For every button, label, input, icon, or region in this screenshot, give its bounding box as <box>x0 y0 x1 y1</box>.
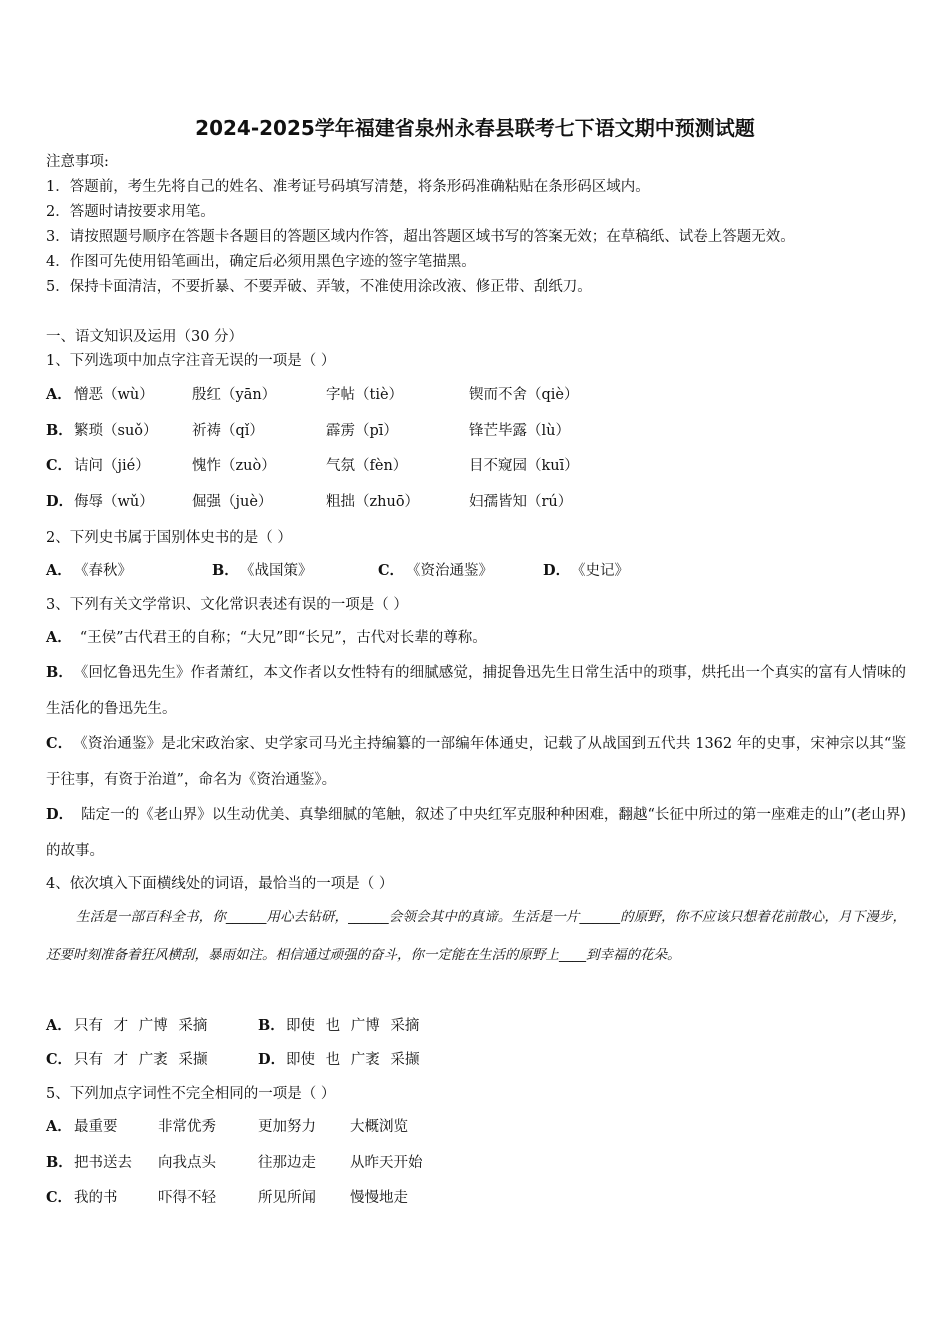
option-item: 把书送去 <box>74 1155 132 1171</box>
option-item: 从昨天开始 <box>350 1155 423 1171</box>
option-item: 妇孺皆知（rú） <box>469 494 573 510</box>
q3-option-a <box>46 620 906 656</box>
option-item: 侮辱（wǔ） <box>74 494 154 510</box>
option-item: 即使 也 广袤 采撷 <box>286 1052 420 1068</box>
option-item: 《资治通鉴》 <box>406 563 493 579</box>
option-item: 锋芒毕露（lù） <box>469 423 570 439</box>
option-item: 非常优秀 <box>158 1119 216 1135</box>
option-item: 所见所闻 <box>258 1190 316 1206</box>
q3-option-d <box>46 797 906 869</box>
option-label: B． <box>212 562 239 579</box>
option-label: C． <box>46 457 73 474</box>
option-label: B． <box>46 1154 73 1171</box>
option-label: C． <box>378 562 405 579</box>
option-label: A． <box>46 1118 72 1135</box>
notice-item: 2．答题时请按要求用笔。 <box>46 204 215 220</box>
option-label: B． <box>46 664 73 681</box>
q4-passage: 生活是一部百科全书，你______用心去钻研，______会领会其中的真谛。生活是一片______的原野，你不应该只想着花前散心，月下漫步，还要时刻准备着狂风横刮，暴雨如注。相信通过顽强的奋斗，你一定能在生活的原野上____到幸福的花朵。 <box>46 909 906 963</box>
notice-item: 3．请按照题号顺序在答题卡各题目的答题区域内作答，超出答题区域书写的答案无效；在草稿纸、试卷上答题无效。 <box>46 229 795 245</box>
option-label: C． <box>46 1051 73 1068</box>
question-stem: 5、下列加点字词性不完全相同的一项是（ ） <box>46 1086 336 1102</box>
option-text: 陆定一的《老山界》以生动优美、真挚细腻的笔触，叙述了中央红军克服种种困难，翻越“长征中所过的第一座难走的山”(老山界)的故事。 <box>46 807 906 859</box>
option-label: C． <box>46 1189 73 1206</box>
option-item: 《战国策》 <box>240 563 313 579</box>
option-item: 锲而不舍（qiè） <box>469 387 579 403</box>
option-item: 更加努力 <box>258 1119 316 1135</box>
option-item: 霹雳（pī） <box>326 423 398 439</box>
option-label: B． <box>46 422 73 439</box>
option-item: 粗拙（zhuō） <box>326 494 420 510</box>
option-text: 《回忆鲁迅先生》作者萧红，本文作者以女性特有的细腻感觉，捕捉鲁迅先生日常生活中的琐事，烘托出一个真实的富有人情味的生活化的鲁迅先生。 <box>46 665 906 717</box>
option-text: “王侯”古代君王的自称；“大兄”即“长兄”，古代对长辈的尊称。 <box>79 630 487 646</box>
option-item: 目不窥园（kuī） <box>469 458 579 474</box>
option-item: 往那边走 <box>258 1155 316 1171</box>
option-item: 即使 也 广博 采摘 <box>286 1018 420 1034</box>
option-item: 吓得不轻 <box>158 1190 216 1206</box>
option-label: C． <box>46 735 73 752</box>
option-item: 慢慢地走 <box>350 1190 408 1206</box>
option-item: 向我点头 <box>158 1155 216 1171</box>
option-label: A． <box>46 562 72 579</box>
option-item: 《春秋》 <box>74 563 132 579</box>
option-label: A． <box>46 629 72 646</box>
notice-heading: 注意事项: <box>46 154 109 170</box>
option-label: A． <box>46 1017 72 1034</box>
option-item: 殷红（yān） <box>192 387 277 403</box>
notice-item: 4．作图可先使用铅笔画出，确定后必须用黑色字迹的签字笔描黑。 <box>46 254 476 270</box>
option-item: 憎恶（wù） <box>74 387 154 403</box>
option-item: 繁琐（suǒ） <box>74 423 158 439</box>
option-item: 大概浏览 <box>350 1119 408 1135</box>
option-text: 《资治通鉴》是北宋政治家、史学家司马光主持编纂的一部编年体通史，记载了从战国到五代共 1362 年的史事，宋神宗以其“鉴于往事，有资于治道”，命名为《资治通鉴》。 <box>46 736 906 788</box>
section-heading: 一、语文知识及运用（30 分） <box>46 329 244 345</box>
notice-item: 1．答题前，考生先将自己的姓名、准考证号码填写清楚，将条形码准确粘贴在条形码区域内。 <box>46 179 650 195</box>
option-item: 只有 才 广博 采摘 <box>74 1018 208 1034</box>
option-item: 字帖（tiè） <box>326 387 404 403</box>
option-item: 祈祷（qǐ） <box>192 423 264 439</box>
option-item: 《史记》 <box>571 563 629 579</box>
option-item: 只有 才 广袤 采撷 <box>74 1052 208 1068</box>
option-label: D． <box>258 1051 286 1068</box>
option-label: D． <box>543 562 571 579</box>
q3-option-b <box>46 655 906 727</box>
page-title: 2024-2025学年福建省泉州永春县联考七下语文期中预测试题 <box>195 116 755 140</box>
option-item: 愧怍（zuò） <box>192 458 276 474</box>
option-item: 诘问（jié） <box>74 458 150 474</box>
option-item: 气氛（fèn） <box>326 458 408 474</box>
question-stem: 3、下列有关文学常识、文化常识表述有误的一项是（ ） <box>46 597 408 613</box>
option-label: D． <box>46 806 74 823</box>
notice-item: 5．保持卡面清洁，不要折暴、不要弄破、弄皱，不准使用涂改液、修正带、刮纸刀。 <box>46 279 592 295</box>
option-item: 最重要 <box>74 1119 118 1135</box>
question-stem: 2、下列史书属于国别体史书的是（ ） <box>46 530 292 546</box>
question-stem: 4、依次填入下面横线处的词语，最恰当的一项是（ ） <box>46 876 394 892</box>
question-stem: 1、下列选项中加点字注音无误的一项是（ ） <box>46 353 336 369</box>
option-item: 倔强（juè） <box>192 494 273 510</box>
q3-option-c <box>46 726 906 798</box>
option-label: B． <box>258 1017 285 1034</box>
option-item: 我的书 <box>74 1190 118 1206</box>
option-label: A． <box>46 386 72 403</box>
option-label: D． <box>46 493 74 510</box>
